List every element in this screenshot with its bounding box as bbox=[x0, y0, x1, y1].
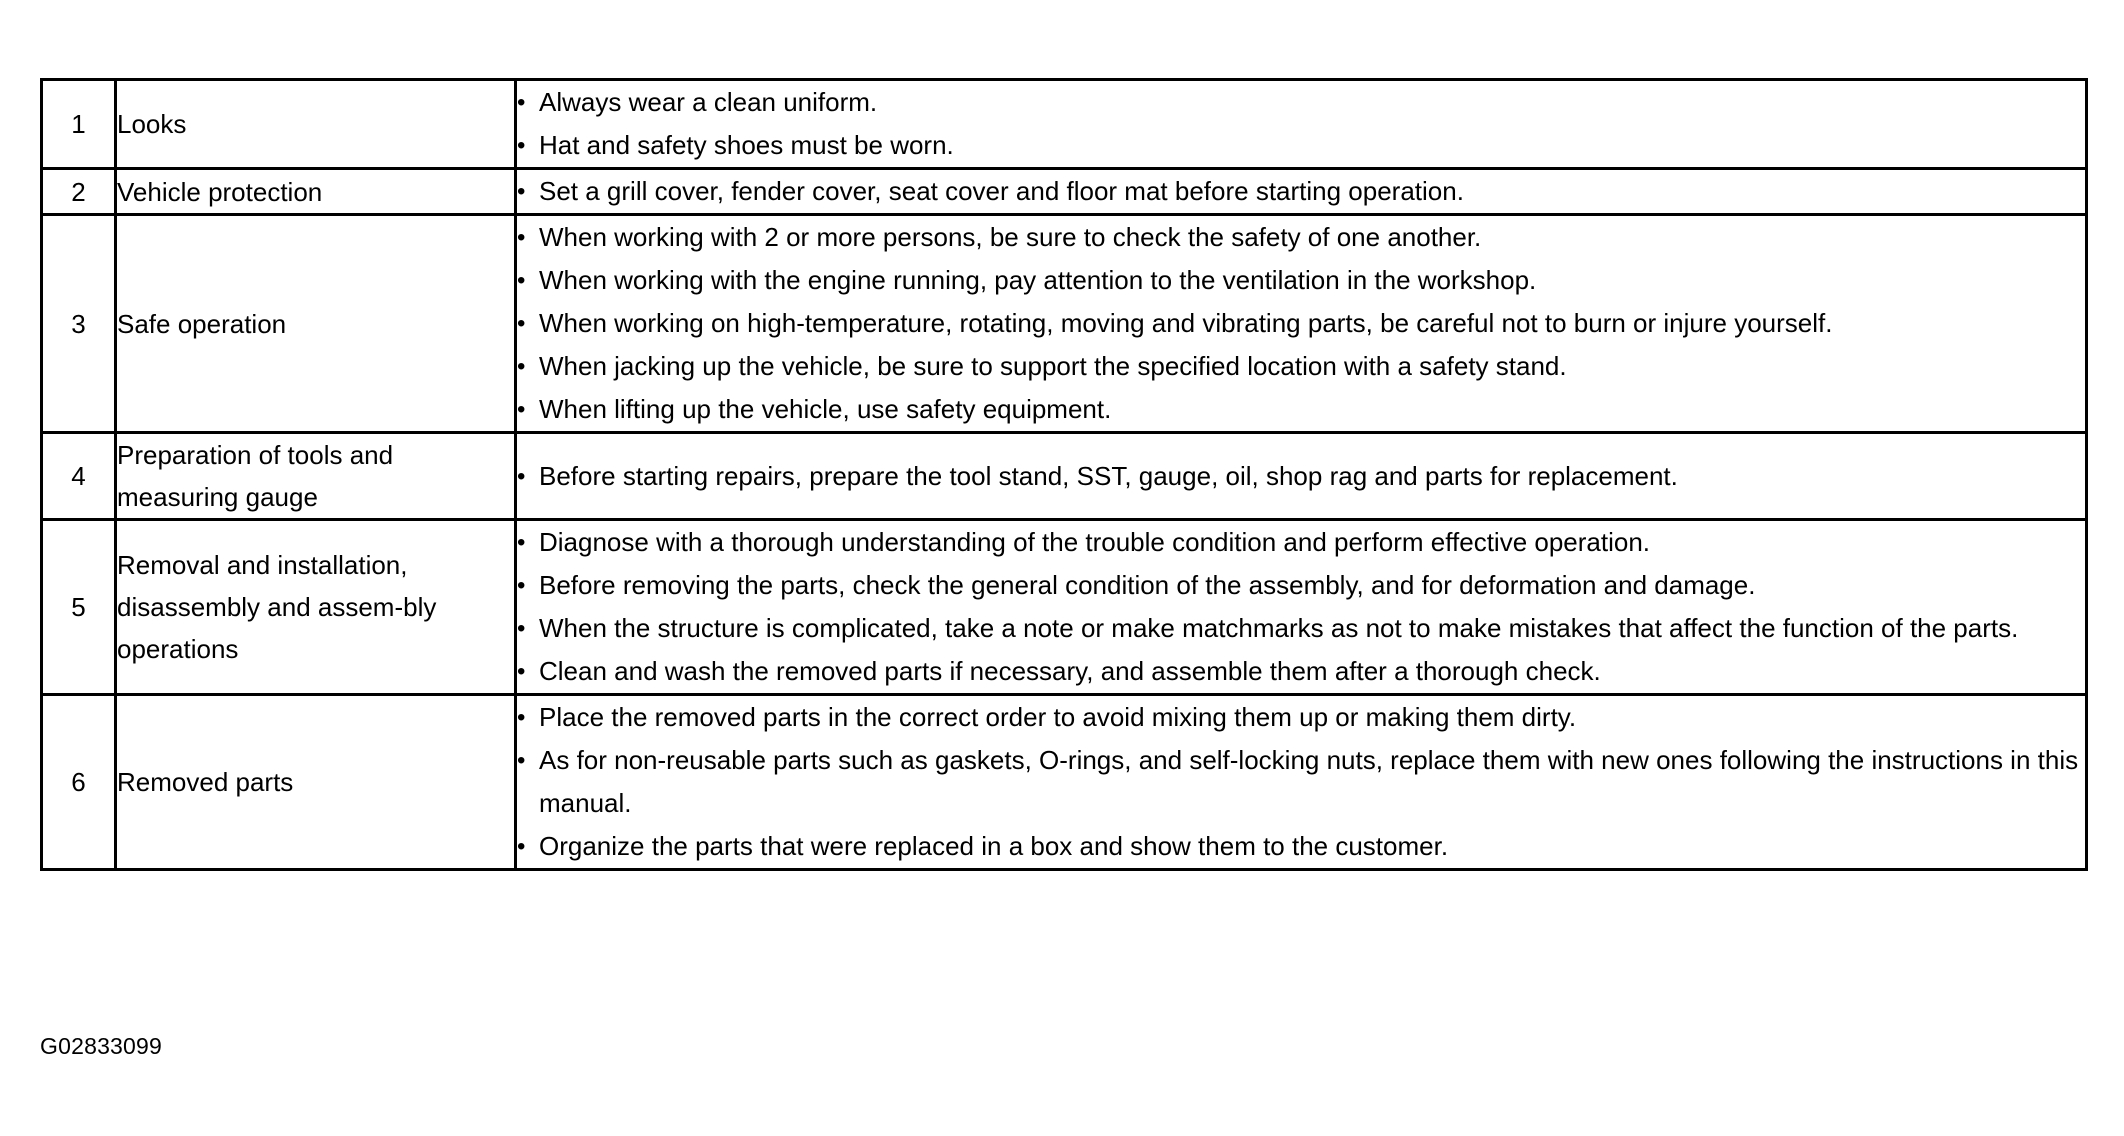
table-row bbox=[42, 520, 2087, 695]
row-description bbox=[516, 169, 2087, 215]
list-item: • Always wear a clean uniform. bbox=[517, 81, 2085, 124]
row-item: Removal and installation, disassembly and assem-bly operations bbox=[116, 520, 516, 695]
table-row bbox=[42, 433, 2087, 520]
list-item: • Clean and wash the removed parts if necessary, and assemble them after a thorough check. bbox=[517, 650, 2085, 693]
bullet-list bbox=[517, 170, 2085, 213]
row-number: 5 bbox=[42, 520, 116, 695]
row-item: Safe operation bbox=[116, 215, 516, 433]
list-item: • When the structure is complicated, take a note or make matchmarks as not to make mistakes that affect the function of the parts. bbox=[517, 607, 2085, 650]
row-item: Vehicle protection bbox=[116, 169, 516, 215]
row-description bbox=[516, 520, 2087, 695]
list-item: • Place the removed parts in the correct order to avoid mixing them up or making them dirty. bbox=[517, 696, 2085, 739]
list-item: • When working with 2 or more persons, be sure to check the safety of one another. bbox=[517, 216, 2085, 259]
bullet-list bbox=[517, 521, 2085, 693]
row-description bbox=[516, 215, 2087, 433]
list-item: • When working with the engine running, pay attention to the ventilation in the workshop. bbox=[517, 259, 2085, 302]
table-row bbox=[42, 695, 2087, 870]
row-item: Removed parts bbox=[116, 695, 516, 870]
row-number: 3 bbox=[42, 215, 116, 433]
row-item: Preparation of tools and measuring gauge bbox=[116, 433, 516, 520]
list-item: • As for non-reusable parts such as gaskets, O-rings, and self-locking nuts, replace them with new ones following the instructions in this manual. bbox=[517, 739, 2085, 825]
figure-id-label: G02833099 bbox=[40, 1033, 163, 1059]
precautions-table-wrapper bbox=[40, 78, 2088, 871]
list-item: • When lifting up the vehicle, use safety equipment. bbox=[517, 388, 2085, 431]
bullet-list bbox=[517, 216, 2085, 431]
precautions-table-body bbox=[42, 80, 2087, 870]
bullet-list bbox=[517, 455, 2085, 498]
list-item: • Diagnose with a thorough understanding of the trouble condition and perform effective operation. bbox=[517, 521, 2085, 564]
table-row bbox=[42, 80, 2087, 169]
row-description bbox=[516, 433, 2087, 520]
list-item: • Organize the parts that were replaced in a box and show them to the customer. bbox=[517, 825, 2085, 868]
list-item: • Before starting repairs, prepare the tool stand, SST, gauge, oil, shop rag and parts for replacement. bbox=[517, 455, 2085, 498]
list-item: • When working on high-temperature, rotating, moving and vibrating parts, be careful not to burn or injure yourself. bbox=[517, 302, 2085, 345]
table-row bbox=[42, 215, 2087, 433]
row-item: Looks bbox=[116, 80, 516, 169]
row-description bbox=[516, 80, 2087, 169]
list-item: • When jacking up the vehicle, be sure to support the specified location with a safety stand. bbox=[517, 345, 2085, 388]
list-item: • Before removing the parts, check the general condition of the assembly, and for deformation and damage. bbox=[517, 564, 2085, 607]
precautions-table bbox=[40, 78, 2088, 871]
bullet-list bbox=[517, 696, 2085, 868]
row-number: 4 bbox=[42, 433, 116, 520]
row-number: 2 bbox=[42, 169, 116, 215]
row-number: 6 bbox=[42, 695, 116, 870]
table-row bbox=[42, 169, 2087, 215]
row-description bbox=[516, 695, 2087, 870]
row-number: 1 bbox=[42, 80, 116, 169]
list-item: • Hat and safety shoes must be worn. bbox=[517, 124, 2085, 167]
bullet-list bbox=[517, 81, 2085, 167]
list-item: • Set a grill cover, fender cover, seat cover and floor mat before starting operation. bbox=[517, 170, 2085, 213]
